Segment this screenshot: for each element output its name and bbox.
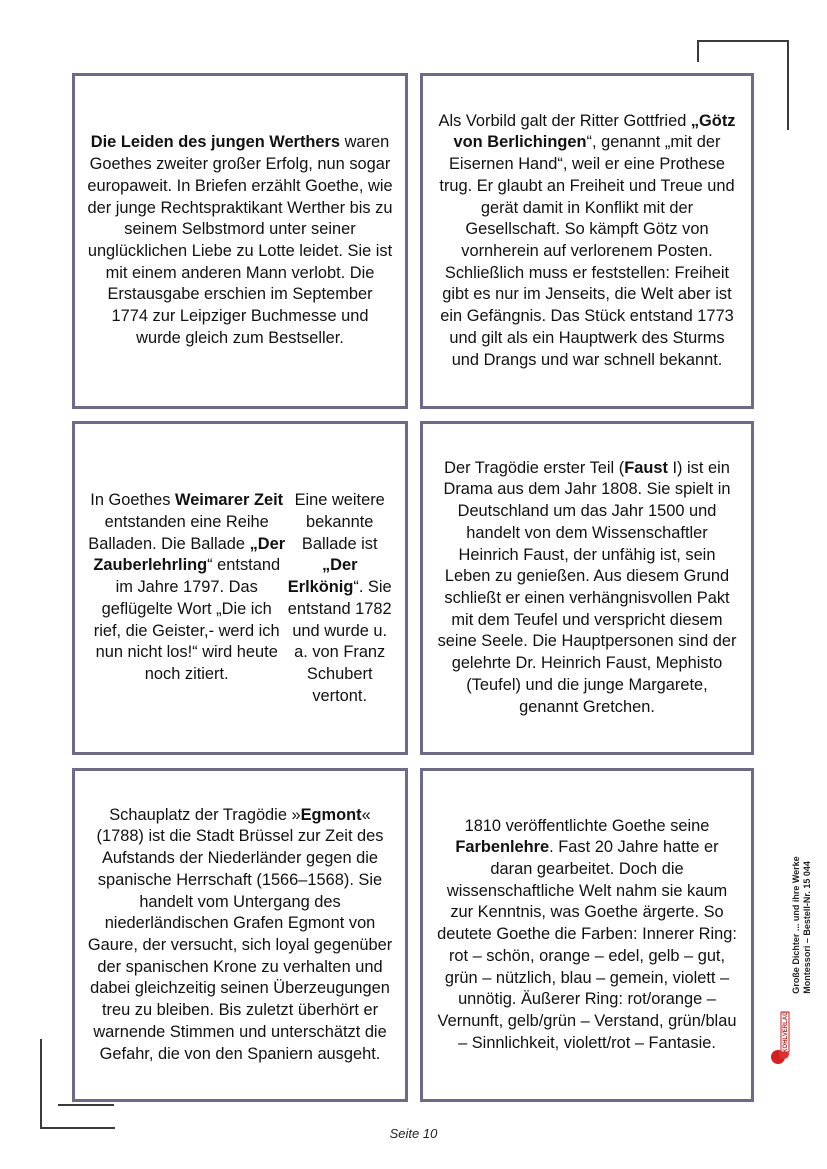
card-text: [435, 816, 739, 1055]
bold-title: „Götz von Berlichingen: [453, 111, 736, 152]
publisher-series-title: Große Dichter ... und ihre Werke: [791, 856, 801, 994]
info-card-faust: [420, 421, 754, 755]
info-card-weimarer-zeit: [72, 421, 408, 755]
publisher-order-number: Montessori – Bestell-Nr. 15 044: [802, 861, 812, 994]
info-card-egmont: [72, 768, 408, 1102]
text-segment: I) ist ein Drama aus dem Jahr 1808. Sie spielt in Deutschland um das Jahr 1500 und handelt von dem Wissenschaftler Heinrich Faust, der unfähig ist, sein Leben zu genießen. Aus diesem Grund schließt er einen verhängnisvollen Pakt mit dem Teufel und verspricht diesem seine Seele. Die Hauptpersonen sind der gelehrte Dr. Heinrich Faust, Mephisto (Teufel) und die junge Margarete, genannt Gretchen.: [437, 458, 737, 716]
text-segment: waren Goethes zweiter großer Erfolg, nun sogar europaweit. In Briefen erzählt Goethe, wie der junge Rechtspraktikant Werther bis zu seinem Selbstmord unter seiner unglücklichen Liebe zu Lotte leidet. Sie ist mit einem anderen Mann verlobt. Die Erstausgabe erschien im September 1774 zur Leipziger Buchmesse und wurde gleich zum Bestseller.: [87, 133, 393, 347]
text-segment: In Goethes: [90, 491, 176, 510]
card-text: [87, 490, 286, 685]
page-number: Seite 10: [389, 1126, 438, 1141]
text-segment: . Fast 20 Jahre hatte er daran gearbeitet. Doch die wissenschaftliche Welt nahm sie kaum zur Kenntnis, was Goethe ärgerte. So deutete Goethe die Farben: Innerer Ring: rot – schön, orange – edel, gelb – gut, grün – nützlich, blau – gemein, violett – unnötig. Äußerer Ring: rot/orange – Vernunft, gelb/grün – Verstand, grün/blau – Sinnlichkeit, violett/rot – Fantasie.: [437, 838, 737, 1052]
corner-bracket-top-right-inner: [697, 40, 699, 62]
text-segment: “. Sie entstand 1782 und wurde u. a. von Franz Schubert vertont.: [287, 578, 392, 705]
card-text-2: [286, 490, 393, 707]
text-segment: 1810 veröffentlichte Goethe seine: [464, 816, 710, 835]
info-card-goetz: [420, 73, 754, 409]
text-segment: entstanden eine Reihe Balladen. Die Ballade: [88, 513, 269, 553]
text-segment: “, genannt „mit der Eisernen Hand“, weil er eine Prothese trug. Er glaubt an Freiheit und Treue und gerät damit in Konflikt mit der Gesellschaft. So kämpft Götz von vornherein auf verlorenem Posten. Schließlich muss er feststellen: Freiheit gibt es nur im Jenseits, die Welt aber ist ein Gefängnis. Das Stück entstand 1773 und gilt als ein Hauptwerk des Sturms und Drangs und war schnell bekannt.: [439, 133, 735, 369]
text-segment: « (1788) ist die Stadt Brüssel zur Zeit des Aufstands der Niederländer gegen die spanische Herrschaft (1566–1568). Sie handelt vom Untergang des niederländischen Grafen Egmont von Gaure, der versucht, sich loyal gegenüber der spanischen Krone zu verhalten und dabei gleichzeitig seinen Überzeugungen treu zu bleiben. Bis zuletzt überhört er warnende Stimmen und unterschätzt die Gefahr, die von den Spaniern ausgeht.: [87, 805, 393, 1063]
kohl-verlag-logo-text: KOHLVERLAG: [783, 1011, 789, 1053]
corner-bracket-bottom-left-inner: [58, 1104, 114, 1106]
corner-bracket-top-right: [787, 40, 789, 130]
corner-bracket-top-right: [697, 40, 789, 42]
bold-title: „Der Erlkönig: [287, 556, 358, 597]
bold-title: Weimarer Zeit: [175, 491, 284, 510]
card-text: [87, 805, 393, 1065]
text-segment: Als Vorbild galt der Ritter Gottfried: [438, 111, 691, 130]
bold-title: Farbenlehre: [455, 838, 550, 857]
bold-title: Egmont: [300, 805, 362, 824]
text-segment: Eine weitere bekannte Ballade ist: [294, 491, 385, 553]
text-segment: Der Tragödie erster Teil (: [444, 458, 625, 477]
kohl-verlag-logo-icon: [769, 1010, 795, 1065]
corner-bracket-bottom-left: [40, 1039, 42, 1129]
info-card-werther: [72, 73, 408, 409]
bold-title: Faust: [624, 458, 668, 477]
card-text: [87, 132, 393, 349]
publisher-info: [791, 856, 813, 993]
bold-title: Die Leiden des jungen Werthers: [90, 133, 341, 152]
card-text: [435, 458, 739, 718]
info-card-farbenlehre: [420, 768, 754, 1102]
card-text: [435, 111, 739, 371]
text-segment: Schauplatz der Tragödie »: [109, 805, 301, 824]
bold-title: „Der Zauberlehrling: [93, 534, 286, 575]
text-segment: “ entstand im Jahre 1797. Das geflügelte Wort „Die ich rief, die Geister,- werd ich nun nicht los!“ wird heute noch zitiert.: [93, 556, 281, 683]
